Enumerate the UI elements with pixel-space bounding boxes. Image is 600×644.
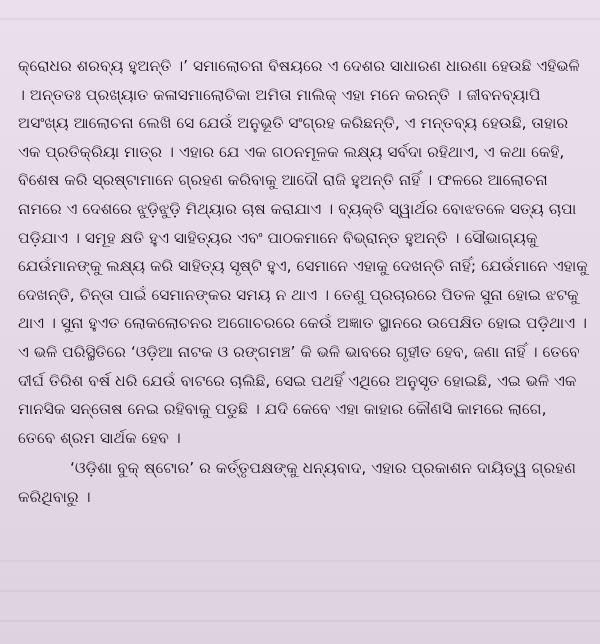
- bleed-through-line: [0, 590, 600, 592]
- paragraph-acknowledgement: ‘ଓଡ଼ିଶା ବୁକ୍ ଷ୍ଟୋର’ ର କର୍ତ୍ତୃପକ୍ଷଙ୍କୁ ଧନ୍ୟବାଦ, ଏହାର ପ୍ରକାଶନ ଦାୟିତ୍ୱ ଗ୍ରହଣ କରିଥିବାରୁ ।: [18, 459, 576, 506]
- bleed-through-line: [0, 18, 600, 20]
- paragraph-main: କ୍ରୋଧର ଶରବ୍ୟ ହୁଅନ୍ତି ।’ ସମାଲୋଚନା ବିଷୟରେ ଏ ଦେଶର ସାଧାରଣ ଧାରଣା ହେଉଛି ଏହିଭଳି । ଅନ୍ତତଃ ପ୍ରଖ୍ୟାତ କଳାସମାଲୋଚିକା ଅମିତା ମାଲିକ୍ ଏହା ମନେ କରନ୍ତି । ଜୀବନବ୍ୟାପି ଅସଂଖ୍ୟ ଆଲୋଚନା ଲେଖି ସେ ଯେଉଁ ଅନୁଭୂତି ସଂଗ୍ରହ କରିଛନ୍ତି, ଏ ମନ୍ତବ୍ୟ ହେଉଛି, ତାହାର ଏକ ପ୍ରତିକ୍ରିୟା ମାତ୍ର । ଏହାର ଯେ ଏକ ଗଠନମୂଳକ ଲକ୍ଷ୍ୟ ସର୍ବଦା ରହିଥାଏ, ଏ କଥା କେହି, ବିଶେଷ କରି ସ୍ରଷ୍ଟାମାନେ ଗ୍ରହଣ କରିବାକୁ ଆଦୌ ରାଜି ହୁଅନ୍ତି ନାହିଁ । ଫଳରେ ଆଲୋଚନା ନାମରେ ଏ ଦେଶରେ ଝୁଡ଼ିଝୁଡ଼ି ମିଥ୍ୟାର ଚାଷ କରାଯାଏ । ବ୍ୟକ୍ତି ସ୍ୱାର୍ଥର ବୋଝତଳେ ସତ୍ୟ ଚାପା ପଡ଼ିଯାଏ । ସମୂହ କ୍ଷତି ହୁଏ ସାହିତ୍ୟର ଏବଂ ପାଠକମାନେ ବିଭ୍ରାନ୍ତ ହୁଅନ୍ତି । ସୌଭାଗ୍ୟକୁ ଯେଉଁମାନଙ୍କୁ ଲକ୍ଷ୍ୟ କରି ସାହିତ୍ୟ ସୃଷ୍ଟି ହୁଏ, ସେମାନେ ଏହାକୁ ଦେଖନ୍ତି ନାହିଁ; ଯେଉଁମାନେ ଏହାକୁ ଦେଖନ୍ତି, ଚିନ୍ତା ପାଇଁ ସେମାନଙ୍କର ସମୟ ନ ଥାଏ । ତେଣୁ ପ୍ରଚାରରେ ପିତଳ ସୁନା ହୋଇ ଝଟକୁ ଥାଏ । ସୁନା ହୁଏତ ଲୋକଲୋଚନର ଅଗୋଚରରେ କେଉଁ ଅଜ୍ଞାତ ସ୍ଥାନରେ ଉପେକ୍ଷିତ ହୋଇ ପଡ଼ିଥାଏ । ଏ ଭଳି ପରିସ୍ଥିତିରେ ‘ଓଡ଼ିଆ ନାଟକ ଓ ରଙ୍ଗମଞ୍ଚ’ କି ଭଳି ଭାବରେ ଗୃହୀତ ହେବ, ଜଣା ନାହିଁ । ତେବେ ଦୀର୍ଘ ତିରିଶ ବର୍ଷ ଧରି ଯେଉଁ ବାଟରେ ଚାଲିଛି, ସେଇ ପଥହିଁ ଏଥିରେ ଅନୁସୃତ ହୋଇଛି, ଏଇ ଭଳି ଏକ ମାନସିକ ସନ୍ତୋଷ ନେଇ ରହିବାକୁ ପଡୁଛି । ଯଦି କେବେ ଏହା କାହାର କୌଣସି କାମରେ ଲାଗେ, ତେବେ ଶ୍ରମ ସାର୍ଥକ ହେବ ।: [18, 57, 588, 447]
- body-text: [18, 52, 588, 512]
- bleed-through-line: [0, 560, 600, 562]
- bleed-through-line: [0, 620, 600, 622]
